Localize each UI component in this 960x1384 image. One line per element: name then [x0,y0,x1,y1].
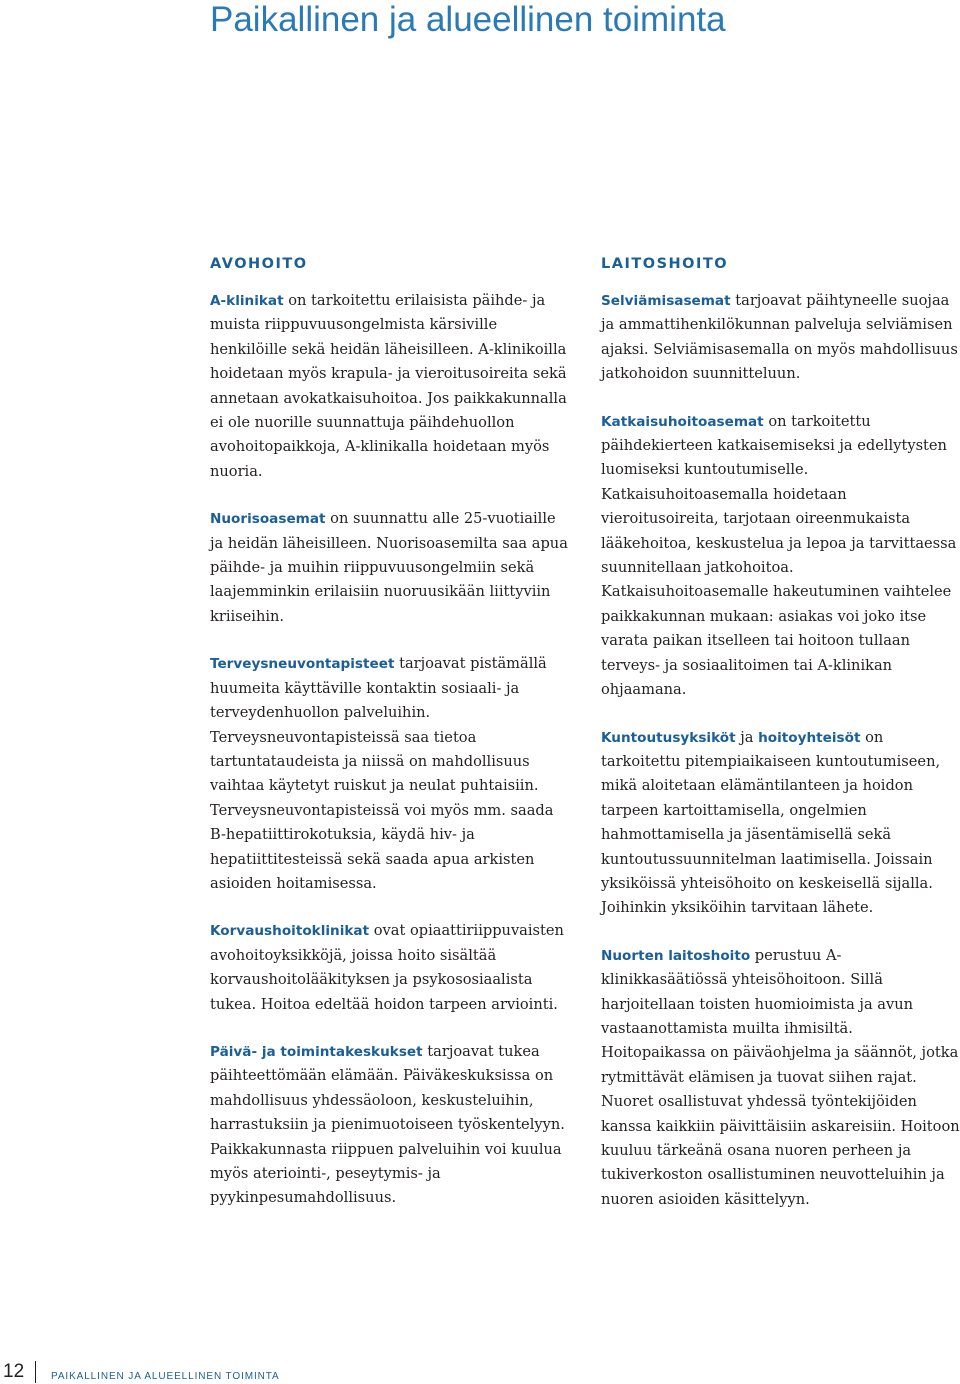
section-heading-avohoito: AVOHOITO [210,256,308,272]
paragraph-text: ja [735,728,759,746]
paragraph-nuorisoasemat [210,507,572,629]
term-nuorisoasemat: Nuorisoasemat [210,511,326,528]
page-footer [0,1358,960,1384]
section-heading-laitoshoito: LAITOSHOITO [601,256,729,272]
paragraph-a-klinikat [210,289,572,484]
paragraph-text: perustuu A-klinikkasäätiössä yhteisöhoitoon. Sillä harjoitellaan toisten huomioimista ja avun vastaanottamista muilta ihmisiltä. Hoitopaikassa on päiväohjelma ja säännöt, jotka rytmittävät elämisen ja tuovat siihen rajat. Nuoret osallistuvat yhdessä työntekijöiden kanssa kaikkiin päivittäisiin askareisiin. Hoitoon kuuluu tärkeänä osana nuoren perheen ja tukiverkoston osallistuminen neuvotteluihin ja nuoren asioiden käsittelyyn. [601,946,960,1208]
paragraph-paiva-ja-toimintakeskukset [210,1040,572,1211]
term-korvaushoitoklinikat: Korvaushoitoklinikat [210,923,370,940]
paragraph-text: on tarkoitettu erilaisista päihde- ja muista riippuvuusongelmista kärsiville henkilöille sekä heidän läheisilleen. A-klinikoilla hoidetaan myös krapula- ja vieroitusoireita sekä annetaan avokatkaisuhoitoa. Jos paikkakunnalla ei ole nuorille suunnattuja päihdehuollon avohoitopaikkoja, A-klinikalla hoidetaan myös nuoria. [210,292,567,480]
page-title: Paikallinen ja alueellinen toiminta [210,0,726,39]
term-a-klinikat: A-klinikat [210,293,284,309]
term-hoitoyhteisot: hoitoyhteisöt [758,729,861,746]
term-selviamisasemat: Selviämisasemat [601,293,731,309]
paragraph-text: tarjoavat tukea päihteettömään elämään. Päiväkeskuksissa on mahdollisuus yhdessäoloon, keskusteluihin, harrastuksiin ja pienimuotoiseen työskentelyyn. Paikkakunnasta riippuen palveluihin voi kuulua myös ateriointi-, peseytymis- ja pyykinpesumahdollisuus. [210,1042,565,1207]
paragraph-text: tarjoavat pistämällä huumeita käyttäville kontaktin sosiaali- ja terveydenhuollon palveluihin. Terveysneuvontapisteissä saa tietoa tartuntataudeista ja niissä on mahdollisuus vaihtaa käytetyt ruiskut ja neulat puhtaisiin. Terveysneuvontapisteissä voi myös mm. saada B-hepatiittirokotuksia, käydä hiv- ja hepatiittitesteissä sekä saada apua arkisten asioiden hoitamisessa. [210,655,554,892]
paragraph-selviamisasemat [601,289,960,387]
paragraph-text: on tarkoitettu päihdekierteen katkaisemiseksi ja edellytysten luomiseksi kuntoutumiselle. Katkaisuhoitoasemalla hoidetaan vieroitusoireita, tarjotaan oireenmukaista lääkehoitoa, keskustelua ja lepoa ja tarvittaessa suunnitellaan jatkohoitoa. Katkaisuhoitoasemalle hakeutuminen vaihtelee paikkakunnan mukaan: asiakas voi joko itse varata paikan itselleen tai hoitoon tullaan terveys- ja sosiaalitoimen tai A-klinikan ohjaamana. [601,412,957,699]
paragraph-text: tarjoavat päihtyneelle suojaa ja ammattihenkilökunnan palveluja selviämisen ajaksi. Selviämisasemalla on myös mahdollisuus jatkohoidon suunnitteluun. [601,292,958,383]
term-katkaisuhoitoasemat: Katkaisuhoitoasemat [601,413,764,430]
paragraph-terveysneuvontapisteet [210,652,572,896]
paragraph-nuorten-laitoshoito [601,944,960,1212]
term-nuorten-laitoshoito: Nuorten laitoshoito [601,947,751,964]
term-paiva-ja-toimintakeskukset: Päivä- ja toimintakeskukset [210,1043,423,1060]
laitoshoito-column [601,252,960,1235]
running-footer-title: PAIKALLINEN JA ALUEELLINEN TOIMINTA [51,1371,280,1382]
term-terveysneuvontapisteet: Terveysneuvontapisteet [210,656,395,673]
avohoito-column [210,252,572,1234]
paragraph-text: on tarkoitettu pitempiaikaiseen kuntoutumiseen, mikä aloitetaan elämäntilanteen ja hoidon tarpeen kartoittamisella, ongelmien hahmottamisella ja jäsentämisellä sekä kuntoutussuunnitelman laatimisella. Joissain yksiköissä yhteisöhoito on keskeisellä sijalla. Joihinkin yksiköihin tarvitaan lähete. [601,728,941,917]
page-number: 12 [3,1361,25,1382]
paragraph-kuntoutusyksikot [601,726,960,921]
term-kuntoutusyksikot: Kuntoutusyksiköt [601,729,736,746]
paragraph-text: on suunnattu alle 25-vuotiaille ja heidän läheisilleen. Nuorisoasemilta saa apua päihde- ja muihin riippuvuusongelmiin sekä laajemminkin erilaisiin nuoruusikään liittyviin kriiseihin. [210,510,568,625]
footer-divider [35,1361,36,1383]
paragraph-katkaisuhoitoasemat [601,410,960,703]
paragraph-text: ovat opiaattiriippuvaisten avohoitoyksikköjä, joissa hoito sisältää korvaushoitolääkityksen ja psykososiaalista tukea. Hoitoa edeltää hoidon tarpeen arviointi. [210,922,564,1013]
paragraph-korvaushoitoklinikat [210,919,572,1017]
